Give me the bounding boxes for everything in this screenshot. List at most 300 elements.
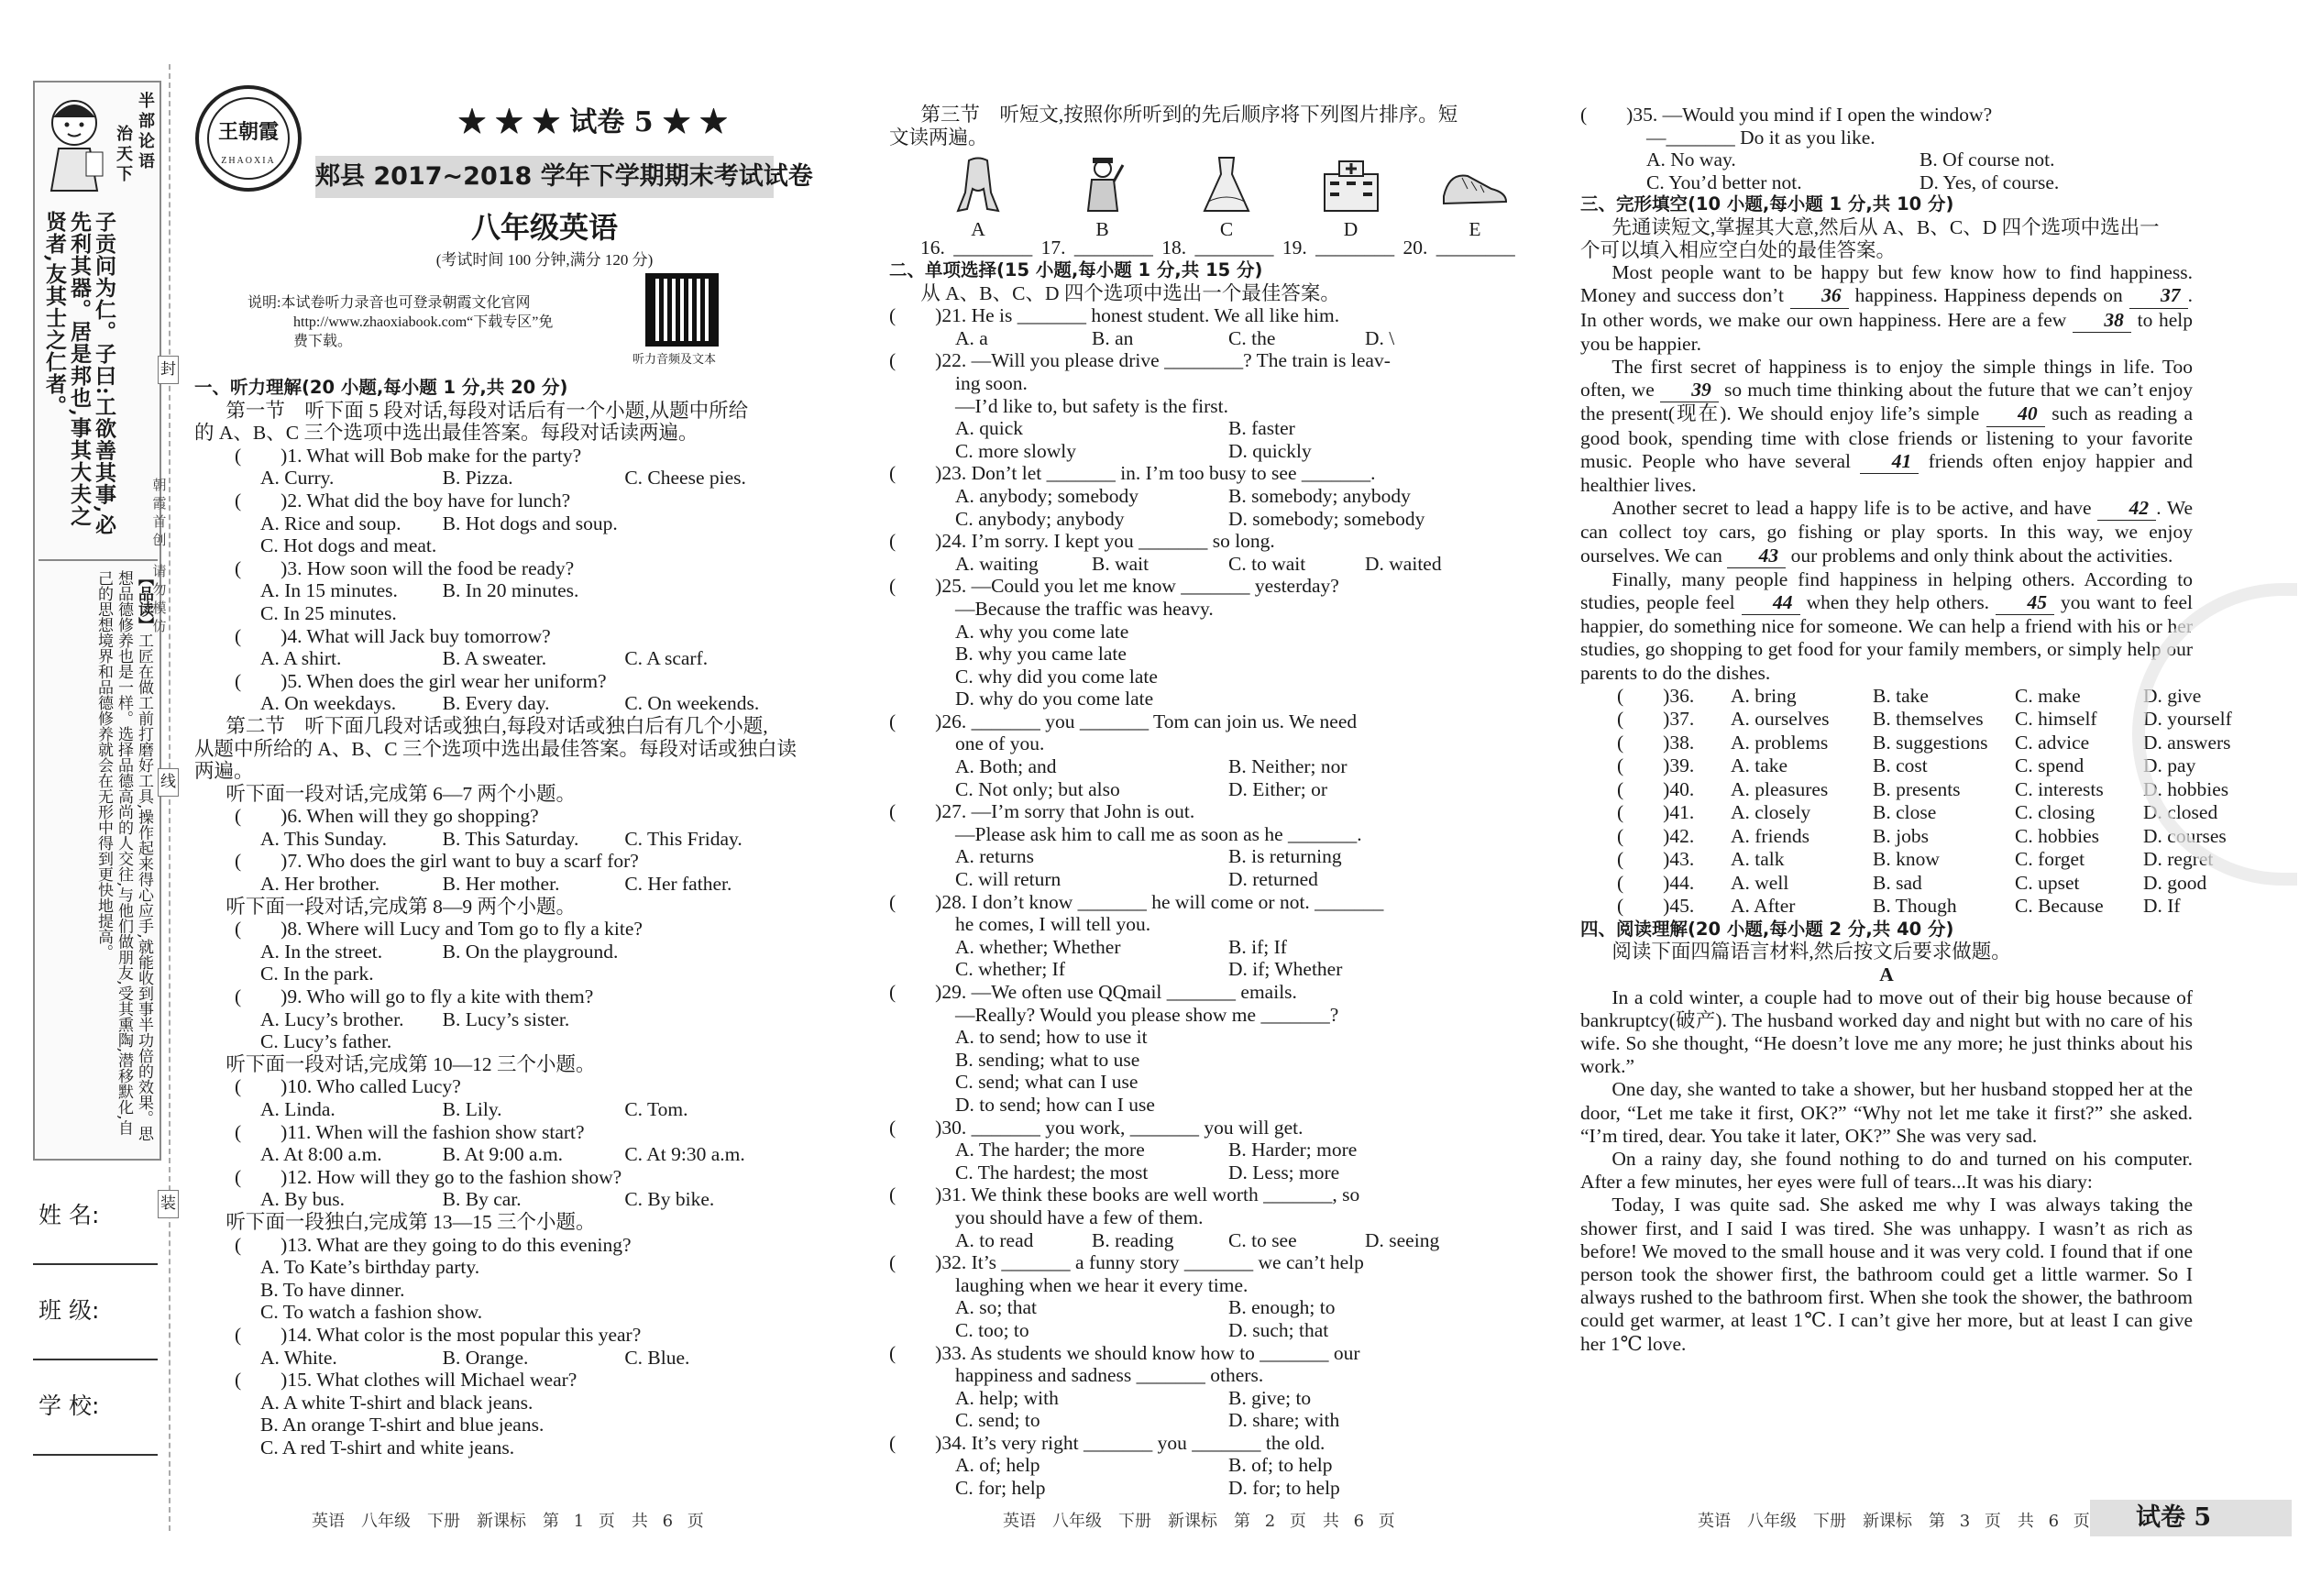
option[interactable]: A. friends: [1731, 824, 1810, 847]
class-field[interactable]: [33, 1296, 158, 1360]
option-row: [889, 868, 1502, 891]
option[interactable]: C. to see: [1228, 1228, 1297, 1251]
cloze-blank[interactable]: 37: [2129, 284, 2188, 308]
question-stem[interactable]: ( )27. —I’m sorry that John is out.: [889, 800, 1195, 823]
text-line: A. A white T-shirt and black jeans.: [260, 1391, 534, 1414]
option-row: [889, 1409, 1502, 1432]
option[interactable]: D. closed: [2143, 801, 2218, 824]
option[interactable]: C. more slowly: [955, 439, 1076, 462]
question-stem[interactable]: ( )7. Who does the girl want to buy a scarf for?: [235, 850, 639, 873]
question-stem[interactable]: ( )32. It’s _______ a funny story _______ we can’t help: [889, 1251, 1364, 1274]
section-heading: 一、听力理解(20 小题,每小题 1 分,共 20 分): [194, 377, 568, 398]
option-row: [889, 485, 1502, 508]
cloze-blank[interactable]: 45: [1996, 591, 2054, 615]
binding-notice: 朝 霞 首 创 请 勿 模 仿: [152, 479, 167, 634]
school-field[interactable]: [33, 1392, 158, 1456]
option[interactable]: B. Lucy’s sister.: [442, 1007, 570, 1030]
text-line: —Please ask him to call me as soon as he _______.: [955, 822, 1362, 845]
option[interactable]: B. Of course not.: [1920, 149, 2055, 171]
picture-d: D: [1315, 156, 1387, 240]
option[interactable]: C. hobbies: [2015, 824, 2099, 847]
picture-c: C: [1191, 156, 1262, 240]
reflection-text: 【品读】工匠在做工前打磨好工具,操作起来得心应手,就能收到事半功倍的效果。思想品德修养也是一样。选择品德高尚的人交往,与他们做朋友,受其熏陶,潜移默化,自己的思想境界和品德修养就会在无形中得到更快地提高。: [94, 570, 153, 1141]
qr-code[interactable]: [645, 273, 719, 347]
option[interactable]: B. Orange.: [442, 1346, 529, 1369]
option[interactable]: C. anybody; anybody: [955, 507, 1125, 530]
option[interactable]: A. so; that: [955, 1296, 1037, 1319]
hospital-icon: [1315, 156, 1387, 213]
soldier-icon: [1067, 156, 1138, 213]
text-line: 第一节 听下面 5 段对话,每段对话后有一个小题,从题中所给: [226, 399, 749, 422]
option[interactable]: A. No way.: [1646, 149, 1736, 171]
option-row: [194, 1098, 807, 1121]
option[interactable]: A. A shirt.: [260, 647, 342, 670]
option[interactable]: B. Hot dogs and soup.: [442, 512, 618, 534]
option[interactable]: D. good: [2143, 871, 2207, 894]
question-stem[interactable]: ( )15. What clothes will Michael wear?: [235, 1369, 578, 1392]
cloze-paragraph: Another secret to lead a happy life is to be active, and have 42 . We can collect toy cars, go fishing or play sports. In this way, we enjoy ourselves. We can 43 our problems and only think about the activities.: [1580, 497, 2193, 568]
dress-icon: [1191, 156, 1262, 213]
option-row: [194, 647, 807, 670]
text-line: 的 A、B、C 三个选项中选出最佳答案。每段对话读两遍。: [194, 422, 698, 445]
name-label: 姓 名:: [38, 1202, 100, 1228]
option[interactable]: A. anybody; somebody: [955, 484, 1139, 507]
option[interactable]: D. Either; or: [1228, 777, 1328, 800]
name-field[interactable]: [33, 1201, 158, 1265]
question-stem[interactable]: ( )29. —We often use QQmail _______ emails.: [889, 981, 1297, 1003]
option[interactable]: D. answers: [2143, 731, 2231, 754]
option-row: [194, 467, 807, 490]
option[interactable]: B. Lily.: [442, 1098, 502, 1120]
cloze-blank[interactable]: 36: [1790, 284, 1849, 308]
option[interactable]: B. enough; to: [1228, 1296, 1336, 1319]
option[interactable]: A. of; help: [955, 1454, 1040, 1477]
option[interactable]: D. quickly: [1228, 439, 1312, 462]
option[interactable]: A. The harder; the more: [955, 1139, 1145, 1161]
picture-e: E: [1439, 156, 1511, 240]
option[interactable]: A. pleasures: [1731, 777, 1829, 800]
cloze-blank[interactable]: 40: [1986, 402, 2045, 426]
option[interactable]: A. closely: [1731, 801, 1811, 824]
option-row: [889, 755, 1502, 778]
question-number[interactable]: ( )38.: [1617, 731, 1695, 754]
option-row: [1580, 171, 2193, 194]
option[interactable]: A. White.: [260, 1346, 337, 1369]
cloze-option-row: [1580, 824, 2227, 849]
option[interactable]: A. At 8:00 a.m.: [260, 1143, 382, 1166]
text-line: 从 A、B、C、D 四个选项中选出一个最佳答案。: [920, 281, 1340, 304]
option[interactable]: D. regret: [2143, 848, 2214, 871]
question-stem[interactable]: ( )14. What color is the most popular this year?: [235, 1323, 642, 1346]
option[interactable]: A. waiting: [955, 552, 1039, 575]
option-row: [889, 1139, 1502, 1161]
option[interactable]: B. Harder; more: [1228, 1139, 1358, 1161]
option[interactable]: C. will return: [955, 868, 1062, 891]
sidebar-reflection: [38, 559, 158, 1155]
option[interactable]: [624, 579, 807, 602]
option[interactable]: D. waited: [1365, 552, 1442, 575]
option[interactable]: B. take: [1873, 684, 1929, 707]
text-line: 听下面一段对话,完成第 8—9 两个小题。: [226, 895, 577, 918]
question-stem[interactable]: ( )1. What will Bob make for the party?: [235, 444, 582, 467]
question-stem[interactable]: ( )24. I’m sorry. I kept you _______ so long.: [889, 530, 1275, 553]
option[interactable]: B. is returning: [1228, 845, 1342, 868]
option[interactable]: D. If: [2143, 895, 2181, 918]
text-line: happiness and sadness _______ others.: [955, 1364, 1264, 1387]
option-row: [1580, 149, 2193, 171]
cloze-option-row: [1580, 754, 2196, 778]
option[interactable]: D. seeing: [1365, 1228, 1440, 1251]
question-number[interactable]: ( )39.: [1617, 754, 1695, 777]
option[interactable]: C. Her father.: [624, 873, 732, 896]
option[interactable]: C. On weekends.: [624, 692, 760, 715]
option[interactable]: C. himself: [2015, 708, 2097, 731]
option[interactable]: D. Yes, of course.: [1920, 171, 2060, 193]
option[interactable]: B. know: [1873, 848, 1940, 871]
option[interactable]: B. By car.: [442, 1188, 522, 1211]
option[interactable]: C. Cheese pies.: [624, 467, 746, 490]
question-stem[interactable]: ( )8. Where will Lucy and Tom go to fly a kite?: [235, 918, 643, 941]
text-line: he comes, I will tell you.: [955, 913, 1151, 936]
question-stem[interactable]: ( )25. —Could you let me know _______ yesterday?: [889, 575, 1339, 598]
shoes-icon: [1439, 156, 1511, 213]
option-row: [889, 553, 1502, 576]
exam-time: (考试时间 100 分钟,满分 120 分): [435, 251, 654, 269]
text-line: one of you.: [955, 732, 1045, 755]
class-label: 班 级:: [38, 1297, 100, 1324]
option[interactable]: B. faster: [1228, 417, 1295, 440]
question-number[interactable]: ( )41.: [1617, 801, 1695, 824]
option[interactable]: A. Lucy’s brother.: [260, 1007, 404, 1030]
option[interactable]: C. send; to: [955, 1409, 1040, 1432]
cloze-option-row: [1580, 895, 2193, 919]
option[interactable]: A. ourselves: [1731, 708, 1830, 731]
option[interactable]: B. themselves: [1873, 708, 1984, 731]
question-stem[interactable]: ( )23. Don’t let _______ in. I’m too busy to see _______.: [889, 462, 1376, 485]
listening-section3-intro: 第三节 听短文,按照你所听到的先后顺序将下列图片排序。短: [920, 104, 1458, 126]
option[interactable]: [624, 512, 807, 535]
column-2: [889, 259, 1502, 1500]
option[interactable]: D. share; with: [1228, 1409, 1340, 1432]
option[interactable]: B. Her mother.: [442, 873, 560, 896]
cloze-blank[interactable]: 42: [2097, 497, 2156, 521]
text-line: 听下面一段独白,完成第 13—15 三个小题。: [226, 1210, 596, 1233]
option[interactable]: C. interests: [2015, 777, 2104, 800]
cloze-option-row: [1580, 684, 2202, 709]
text-line: A. why you come late: [955, 620, 1129, 643]
cloze-option-row: [1580, 801, 2218, 825]
option[interactable]: D. somebody; somebody: [1228, 507, 1425, 530]
cloze-paragraph: The first secret of happiness is to enjoy the simple things in life. Too often, we 39 so much time thinking about the future that we can’t enjoy the present(现在). We should enjoy life’s simple 40 such as reading a good book, spending time with close friends or listening to your favorite music. People who have several 41 friends often enjoy happier and healthier lives.: [1580, 355, 2193, 496]
exam-title: 郏县 2017~2018 学年下学期期末考试试卷: [315, 156, 774, 198]
question-stem[interactable]: ( )6. When will they go shopping?: [235, 805, 539, 828]
text-line: 先通读短文,掌握其大意,然后从 A、B、C、D 四个选项中选出一: [1612, 215, 2160, 238]
picture-a: A: [942, 156, 1014, 240]
text-line: 从题中所给的 A、B、C 三个选项中选出最佳答案。每段对话或独白读: [194, 737, 797, 760]
brand-name: 王朝霞: [217, 120, 279, 144]
cloze-paragraph: Most people want to be happy but few know how to find happiness. Money and success don’t 36 happiness. Happiness depends on 37 . In other words, we make our own happiness. Here are a few 38 to help you be happier.: [1580, 261, 2193, 355]
text-line: A. to send; how to use it: [955, 1026, 1148, 1049]
question-stem[interactable]: ( )11. When will the fashion show start?: [235, 1120, 585, 1143]
download-note: 说明:本试卷听力录音也可登录朝霞文化官网 http://www.zhaoxiabook.com“下载专区”免 费下载。: [248, 295, 554, 349]
option[interactable]: A. bring: [1731, 684, 1797, 707]
option[interactable]: B. jobs: [1873, 824, 1929, 847]
option[interactable]: C. Blue.: [624, 1346, 690, 1369]
reading-intro: 阅读下面四篇语言材料,然后按文后要求做题。: [1612, 941, 2011, 963]
text-line: —Because the traffic was heavy.: [955, 597, 1214, 620]
binding-line: [169, 64, 170, 1531]
option[interactable]: C. the: [1228, 326, 1276, 349]
option[interactable]: B. close: [1873, 801, 1937, 824]
column-2-intro: [889, 104, 1502, 149]
brand-logo: [194, 84, 302, 193]
option[interactable]: A. problems: [1731, 731, 1829, 754]
option[interactable]: A. Linda.: [260, 1098, 336, 1120]
option-row: [889, 1319, 1502, 1342]
sidebar-quote: 子贡问为仁。子曰:工欲善其事,必先利其器。居是邦也,事其大夫之贤者,友其士之仁者。: [42, 211, 116, 536]
option[interactable]: B. At 9:00 a.m.: [442, 1143, 564, 1166]
question-stem[interactable]: ( )21. He is _______ honest student. We all like him.: [889, 304, 1340, 327]
option-row: [889, 417, 1502, 440]
option-row: [889, 958, 1502, 981]
text-line: 两遍。: [194, 760, 254, 783]
scarf-icon: [942, 156, 1014, 213]
option-row: [889, 508, 1502, 531]
option[interactable]: B. sad: [1873, 871, 1922, 894]
question-stem[interactable]: ( )13. What are they going to do this evening?: [235, 1233, 632, 1256]
option[interactable]: A. This Sunday.: [260, 827, 387, 850]
option[interactable]: B. Though: [1873, 895, 1957, 918]
passage-label: A: [1879, 963, 1894, 985]
text-line: C. To watch a fashion show.: [260, 1301, 483, 1324]
text-line: 个可以填入相应空白处的最佳答案。: [1580, 238, 1897, 261]
question-number[interactable]: ( )40.: [1617, 777, 1695, 800]
cloze-option-row: [1580, 708, 2232, 732]
option[interactable]: C. forget: [2015, 848, 2085, 871]
cloze-paragraph: Finally, many people find happiness in helping others. According to studies, people feel 44 when they help others. 45 you want to feel happier, do something nice for someone. We can help a friend with his or her studies, go shopping to get food for your family members, or simply help our parents to do the dishes.: [1580, 567, 2193, 684]
option[interactable]: B. Every day.: [442, 692, 550, 715]
listening-section3-intro-2: 文读两遍。: [889, 126, 988, 149]
option[interactable]: D. Less; more: [1228, 1161, 1340, 1183]
option[interactable]: C. Tom.: [624, 1098, 688, 1120]
text-line: B. An orange T-shirt and blue jeans.: [260, 1414, 544, 1436]
option[interactable]: A. Her brother.: [260, 873, 380, 896]
option[interactable]: A. Curry.: [260, 467, 335, 490]
text-line: you should have a few of them.: [955, 1205, 1204, 1228]
option[interactable]: C. whether; If: [955, 958, 1066, 981]
text-line: B. why you came late: [955, 643, 1127, 666]
option[interactable]: D. hobbies: [2143, 777, 2229, 800]
question-stem[interactable]: ( )3. How soon will the food be ready?: [235, 556, 575, 579]
question-stem[interactable]: ( )10. Who called Lucy?: [235, 1075, 461, 1098]
cloze-option-row: [1580, 871, 2207, 896]
option[interactable]: C. This Friday.: [624, 827, 742, 850]
text-line: C. Lucy’s father.: [260, 1030, 392, 1053]
text-line: D. why do you come late: [955, 688, 1154, 710]
option[interactable]: B. On the playground.: [442, 940, 619, 963]
option[interactable]: A. to read: [955, 1228, 1034, 1251]
option[interactable]: C. The hardest; the most: [955, 1161, 1149, 1183]
footer-page-1: 英语 八年级 下册 新课标 第 1 页 共 6 页: [312, 1512, 704, 1531]
option[interactable]: D. for; to help: [1228, 1477, 1340, 1500]
option[interactable]: D. courses: [2143, 824, 2227, 847]
question-number[interactable]: ( )43.: [1617, 848, 1695, 871]
option[interactable]: B. if; If: [1228, 935, 1287, 958]
option-row: [194, 1347, 807, 1370]
option[interactable]: A. talk: [1731, 848, 1785, 871]
cloze-blank[interactable]: 43: [1727, 545, 1786, 568]
question-stem[interactable]: ( )31. We think these books are well worth _______, so: [889, 1183, 1360, 1206]
question-stem[interactable]: ( )26. _______ you _______ Tom can join us. We need: [889, 710, 1358, 732]
column-3: [1580, 104, 2232, 1356]
option[interactable]: A. By bus.: [260, 1188, 345, 1211]
option[interactable]: C. By bike.: [624, 1188, 715, 1211]
cartoon-figure: [40, 92, 108, 193]
option[interactable]: B. presents: [1873, 777, 1961, 800]
option[interactable]: D. yourself: [2143, 708, 2232, 731]
option[interactable]: C. for; help: [955, 1477, 1046, 1500]
option[interactable]: A. take: [1731, 754, 1788, 777]
option[interactable]: B. give; to: [1228, 1386, 1312, 1409]
option[interactable]: B. wait: [1092, 552, 1150, 575]
option[interactable]: C. At 9:30 a.m.: [624, 1143, 745, 1166]
option[interactable]: A. Both; and: [955, 755, 1057, 778]
option[interactable]: B. suggestions: [1873, 731, 1988, 754]
option[interactable]: A. After: [1731, 895, 1796, 918]
option[interactable]: [624, 1008, 807, 1031]
text-line: —I’d like to, but safety is the first.: [955, 394, 1228, 417]
question-stem[interactable]: ( )5. When does the girl wear her uniform?: [235, 669, 607, 692]
option-row: [194, 512, 807, 535]
option[interactable]: B. an: [1092, 326, 1134, 349]
option[interactable]: B. In 20 minutes.: [442, 579, 579, 602]
question-stem[interactable]: ( )34. It’s very right _______ you _______ the old.: [889, 1431, 1326, 1454]
option[interactable]: A. help; with: [955, 1386, 1059, 1409]
option[interactable]: [624, 941, 807, 963]
option[interactable]: A. quick: [955, 417, 1024, 440]
option[interactable]: A. In 15 minutes.: [260, 579, 398, 602]
option-row: [889, 1161, 1502, 1184]
option[interactable]: B. Pizza.: [442, 467, 513, 490]
option[interactable]: D. such; that: [1228, 1318, 1329, 1341]
reading-paragraph: In a cold winter, a couple had to move out of their big house because of bankruptcy(破产). The husband worked day and night but with no care of his wife. So she thought, “He doesn’t love me any more; he just thinks about his work.”: [1580, 985, 2193, 1078]
reading-paragraph: Today, I was quite sad. She asked me why I was always taking the shower first, and I said I was tired. She was unhappy. I wasn’t as rich as before! We moved to the small house and it was very cold. I found that if one person took the shower first, the bathroom could get a little warmer. So I always rushed to the bathroom first. When she took the shower, the bathroom could get warmer, at least 1℃. I can’t give her more, but at least I can give her 1℃ love.: [1580, 1194, 2193, 1355]
option[interactable]: A. Rice and soup.: [260, 512, 402, 534]
footer-page-2: 英语 八年级 下册 新课标 第 2 页 共 6 页: [1003, 1512, 1395, 1531]
option-row: [194, 1188, 807, 1211]
option[interactable]: C. advice: [2015, 731, 2090, 754]
option[interactable]: C. spend: [2015, 754, 2084, 777]
option[interactable]: C. make: [2015, 684, 2081, 707]
option[interactable]: D. give: [2143, 684, 2202, 707]
option[interactable]: B. A sweater.: [442, 647, 547, 670]
question-stem[interactable]: ( )4. What will Jack buy tomorrow?: [235, 624, 551, 647]
option[interactable]: B. reading: [1092, 1228, 1174, 1251]
option[interactable]: C. Not only; but also: [955, 777, 1120, 800]
bind-mark: 装: [158, 1190, 179, 1218]
option-row: [889, 1229, 1502, 1252]
section-heading: 三、完形填空(10 小题,每小题 1 分,共 10 分): [1580, 193, 1954, 215]
option-row: [194, 828, 807, 851]
cloze-blank[interactable]: 39: [1660, 379, 1719, 402]
option-row: [889, 440, 1502, 463]
subject-title: 八年级英语: [470, 210, 618, 245]
option[interactable]: A. a: [955, 326, 988, 349]
option[interactable]: A. On weekdays.: [260, 692, 397, 715]
reading-paragraph: One day, she wanted to take a shower, but her husband stopped her at the door, “Let me take it first, OK?” “Why not let me take it first?” she asked. “I’m tired, dear. You take it later, OK?” She was very sad.: [1580, 1078, 2193, 1147]
picture-b: B: [1067, 156, 1138, 240]
option[interactable]: D. pay: [2143, 754, 2196, 777]
question-stem[interactable]: ( )35. —Would you mind if I open the window?: [1580, 104, 1993, 126]
text-line: C. send; what can I use: [955, 1071, 1138, 1094]
cloze-blank[interactable]: 41: [1860, 450, 1919, 474]
question-number[interactable]: ( )44.: [1617, 871, 1695, 894]
question-number[interactable]: ( )42.: [1617, 824, 1695, 847]
option[interactable]: A. well: [1731, 871, 1789, 894]
option[interactable]: D. if; Whether: [1228, 958, 1343, 981]
option[interactable]: A. returns: [955, 845, 1034, 868]
option[interactable]: B. This Saturday.: [442, 827, 579, 850]
question-stem[interactable]: ( )12. How will they go to the fashion show?: [235, 1165, 622, 1188]
option-row: [889, 1296, 1502, 1319]
option-row: [889, 778, 1502, 801]
option[interactable]: D. \: [1365, 326, 1395, 349]
question-number[interactable]: ( )45.: [1617, 895, 1695, 918]
paper-label: ★ ★ ★ 试卷 5 ★ ★: [458, 106, 728, 138]
banner-line-2: 治天下: [114, 125, 133, 185]
question-stem[interactable]: ( )30. _______ you work, _______ you will get.: [889, 1116, 1304, 1139]
option-row: [194, 692, 807, 715]
option[interactable]: C. Because: [2015, 895, 2104, 918]
option[interactable]: C. upset: [2015, 871, 2080, 894]
cloze-blank[interactable]: 38: [2073, 309, 2131, 333]
option[interactable]: C. closing: [2015, 801, 2096, 824]
option[interactable]: B. somebody; anybody: [1228, 484, 1411, 507]
cloze-option-row: [1580, 848, 2214, 872]
question-stem[interactable]: ( )9. Who will go to fly a kite with them?: [235, 985, 594, 1008]
option[interactable]: A. whether; Whether: [955, 935, 1121, 958]
qr-caption: 听力音频及文本: [632, 352, 717, 366]
question-stem[interactable]: ( )28. I don’t know _______ he will come or not. _______: [889, 890, 1384, 913]
option[interactable]: B. Neither; nor: [1228, 755, 1348, 778]
option[interactable]: B. cost: [1873, 754, 1928, 777]
question-number[interactable]: ( )37.: [1617, 708, 1695, 731]
text-line: 听下面一段对话,完成第 10—12 三个小题。: [226, 1052, 596, 1075]
text-line: 第二节 听下面几段对话或独白,每段对话或独白后有几个小题,: [226, 714, 768, 737]
cloze-option-row: [1580, 777, 2229, 802]
option[interactable]: C. too; to: [955, 1318, 1029, 1341]
option[interactable]: B. of; to help: [1228, 1454, 1333, 1477]
question-number[interactable]: ( )36.: [1617, 684, 1695, 707]
text-line: C. A red T-shirt and white jeans.: [260, 1436, 515, 1458]
listening-blanks[interactable]: 16. ________ 17. ________ 18. ________ 19. ________ 20. ________: [920, 237, 1515, 259]
option-row: [889, 1477, 1502, 1500]
footer-badge: 试卷 5: [2090, 1500, 2292, 1536]
question-stem[interactable]: ( )22. —Will you please drive ________? The train is leav-: [889, 349, 1391, 372]
option[interactable]: A. In the street.: [260, 940, 383, 963]
cloze-blank[interactable]: 44: [1742, 591, 1800, 615]
text-line: A. To Kate’s birthday party.: [260, 1256, 480, 1279]
brand-sub: ZHAOXIA: [221, 156, 276, 166]
text-line: 听下面一段对话,完成第 6—7 两个小题。: [226, 782, 577, 805]
option[interactable]: C. You’d better not.: [1646, 171, 1802, 193]
question-stem[interactable]: ( )33. As students we should know how to _______ our: [889, 1341, 1360, 1364]
option[interactable]: D. returned: [1228, 868, 1318, 891]
option[interactable]: C. to wait: [1228, 552, 1306, 575]
option[interactable]: C. A scarf.: [624, 647, 709, 670]
option-row: [889, 327, 1502, 350]
question-stem[interactable]: ( )2. What did the boy have for lunch?: [235, 489, 571, 512]
